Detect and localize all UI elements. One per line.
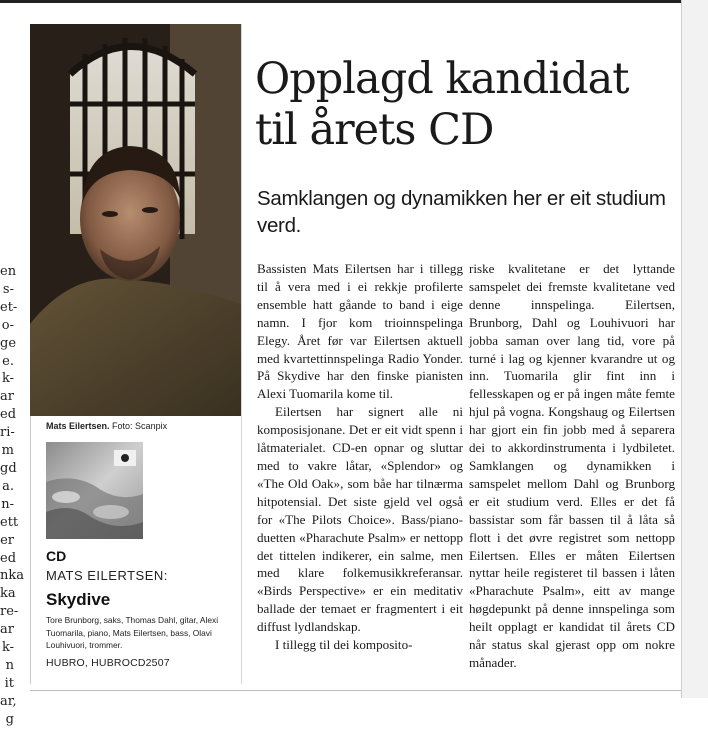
text-fragment: re- (0, 604, 19, 620)
text-fragment: ar, (0, 693, 17, 709)
text-fragment: gd (0, 460, 17, 476)
caption-name: Mats Eilertsen. (46, 421, 110, 431)
text-fragment: ri- (0, 425, 15, 441)
body-paragraph: I tillegg til dei komposito- (275, 637, 413, 653)
page-edge (681, 0, 708, 698)
review-album-title: Skydive (46, 590, 111, 609)
text-fragment: e. (2, 353, 14, 369)
text-fragment: et- (0, 299, 18, 315)
text-fragment: n- (1, 496, 14, 512)
top-rule (0, 0, 707, 3)
column-divider (241, 24, 242, 684)
review-artist: MATS EILERTSEN: (46, 568, 168, 583)
album-cover (46, 442, 143, 539)
photo-caption (46, 421, 167, 431)
text-fragment: a. (2, 478, 14, 494)
text-fragment: ge (0, 335, 17, 351)
bottom-rule (30, 690, 681, 691)
article-subheadline: Samklangen og dynamikken her er eit studium verd. (257, 187, 666, 237)
body-paragraph: Eilertsen har signert alle ni komposisjonane. Det er eit vidt spenn i låtmaterialet. CD-en opnar og sluttar med to vakre låtar, «Splendor» og «The Old Oak», som båe har tilnærma hitpotensial. Det siste gjeld vel også for «The Pilots Choice». Bass/piano-duetten «Pharachute Psalm» er nettopp det tittelen indikerer, ein salme, men med klare folkemusikkreferansar. «Birds Perspective» er ein meditativ ballade der temaet er fragmentert i eit diffust lydlandskap. (257, 404, 463, 635)
text-fragment: ed (0, 407, 17, 423)
review-category: CD (46, 548, 67, 564)
text-fragment: ar (0, 622, 14, 638)
text-fragment: k- (1, 371, 14, 387)
review-credits: Tore Brunborg, saks, Thomas Dahl, gitar, Alexi Tuomarila, piano, Mats Eilertsen, bass, Olavi Louhivuori, trommer. (46, 615, 219, 650)
text-fragment: ka (0, 586, 16, 602)
review-record-label: HUBRO, HUBROCD2507 (46, 657, 170, 669)
text-fragment: s- (2, 281, 14, 297)
text-fragment: nka (0, 568, 25, 584)
previous-article-fragment (0, 263, 25, 729)
text-fragment: en (0, 264, 17, 279)
portrait-photo (30, 24, 241, 416)
text-fragment: m (1, 443, 14, 459)
text-fragment: ett (0, 514, 19, 530)
text-fragment: k- (1, 640, 14, 656)
text-fragment: o- (1, 317, 14, 333)
body-paragraph: Bassisten Mats Eilertsen har i tillegg til å vera med i ei rekkje profilerte ensemble hatt gåande to band i eige namn. I fjor kom trioinnspelinga Elegy. Året før var Eilertsen aktuell med kvartettinnspelinga Radio Yonder. På Skydive har den finske pianisten Alexi Tuomarila kome til. (257, 261, 463, 402)
text-fragment: it (4, 675, 14, 691)
text-fragment: ed (0, 550, 17, 566)
text-fragment: n (5, 657, 14, 673)
article-column-1 (257, 260, 463, 654)
body-paragraph: riske kvalitetane er det lyttande samspelet dei fremste kvalitetane ved denne innspelinga. Eilertsen, Brunborg, Dahl og Louhivuori har jobba saman over lang tid, vore på turné i lag og kjenner kvarandre ut og inn. Tuomarila glir fint inn i fellesskapen og er på ingen måte femte hjul på vogna. Kongshaug og Eilertsen har gjort ein fin jobb med å separera dei to akkordinstrumenta i lydbiletet. Samklangen og dynamikken i samspelet mellom Dahl og Brunborg er eit studium verd. Elles er det få bassistar som får bassen til å låta så flott i det øvre registret som nettopp Eilertsen. Elles er måten Eilertsen nyttar heile registeret til bassen i låten «Pharachute Psalm», eitt av mange høgdepunkt på denne innspelinga som heilt opplagt er kandidat til årets CD når status skal gjerast opp om nokre månader. (469, 261, 675, 670)
text-fragment: g (5, 711, 14, 727)
text-fragment: ar (0, 389, 14, 405)
article-headline: Opplagd kandidat til årets CD (255, 54, 629, 155)
text-fragment: er (0, 532, 14, 548)
caption-credit: Foto: Scanpix (112, 421, 168, 431)
article-column-2 (469, 260, 675, 672)
